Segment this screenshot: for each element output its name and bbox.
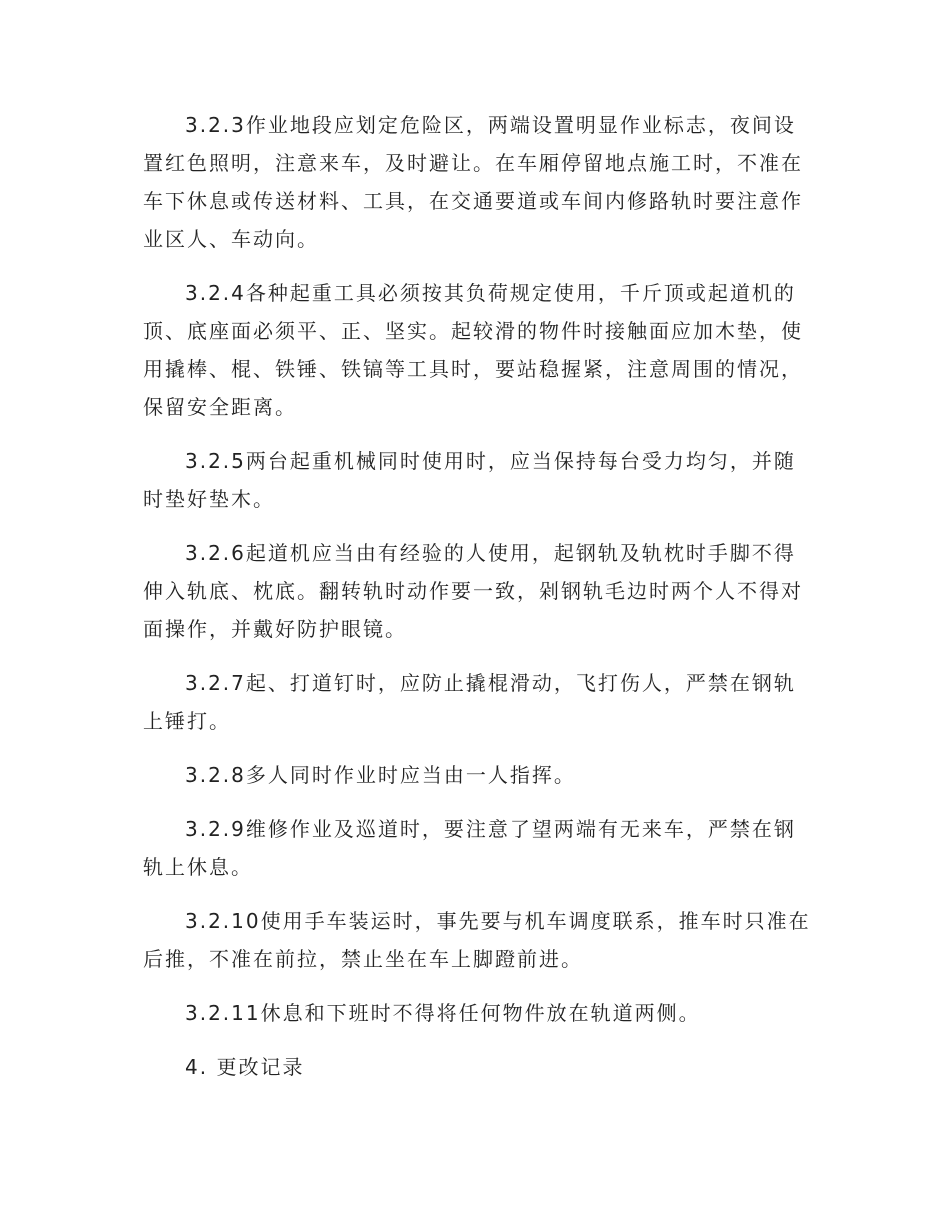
clause-3-2-4: 3.2.4各种起重工具必须按其负荷规定使用，千斤顶或起道机的顶、底座面必须平、正、坚实。起较滑的物件时接触面应加木垫，使用撬棒、棍、铁锤、铁镐等工具时，要站稳握紧，注意周围的情况，保留安全距离。 (143, 281, 803, 419)
clause-3-2-11: 3.2.11休息和下班时不得将任何物件放在轨道两侧。 (185, 1001, 701, 1025)
clause-3-2-5: 3.2.5两台起重机械同时使用时，应当保持每台受力均匀，并随时垫好垫木。 (143, 449, 796, 511)
clause-3-2-8: 3.2.8多人同时作业时应当由一人指挥。 (185, 763, 576, 787)
section-heading-change-record: 4. 更改记录 (185, 1055, 305, 1079)
document-body (143, 106, 815, 1086)
clause-3-2-6: 3.2.6起道机应当由有经验的人使用，起钢轨及轨枕时手脚不得伸入轨底、枕底。翻转轨时动作要一致，剁钢轨毛边时两个人不得对面操作，并戴好防护眼镜。 (143, 541, 803, 641)
clause-3-2-9: 3.2.9维修作业及巡道时，要注意了望两端有无来车，严禁在钢轨上休息。 (143, 817, 796, 879)
clause-3-2-10: 3.2.10使用手车装运时，事先要与机车调度联系，推车时只准在后推，不准在前拉，禁止坐在车上脚蹬前进。 (143, 909, 811, 971)
clause-3-2-7: 3.2.7起、打道钉时，应防止撬棍滑动，飞打伤人，严禁在钢轨上锤打。 (143, 671, 796, 733)
clause-3-2-3: 3.2.3作业地段应划定危险区，两端设置明显作业标志，夜间设置红色照明，注意来车，及时避让。在车厢停留地点施工时，不准在车下休息或传送材料、工具，在交通要道或车间内修路轨时要注意作业区人、车动向。 (143, 113, 803, 251)
